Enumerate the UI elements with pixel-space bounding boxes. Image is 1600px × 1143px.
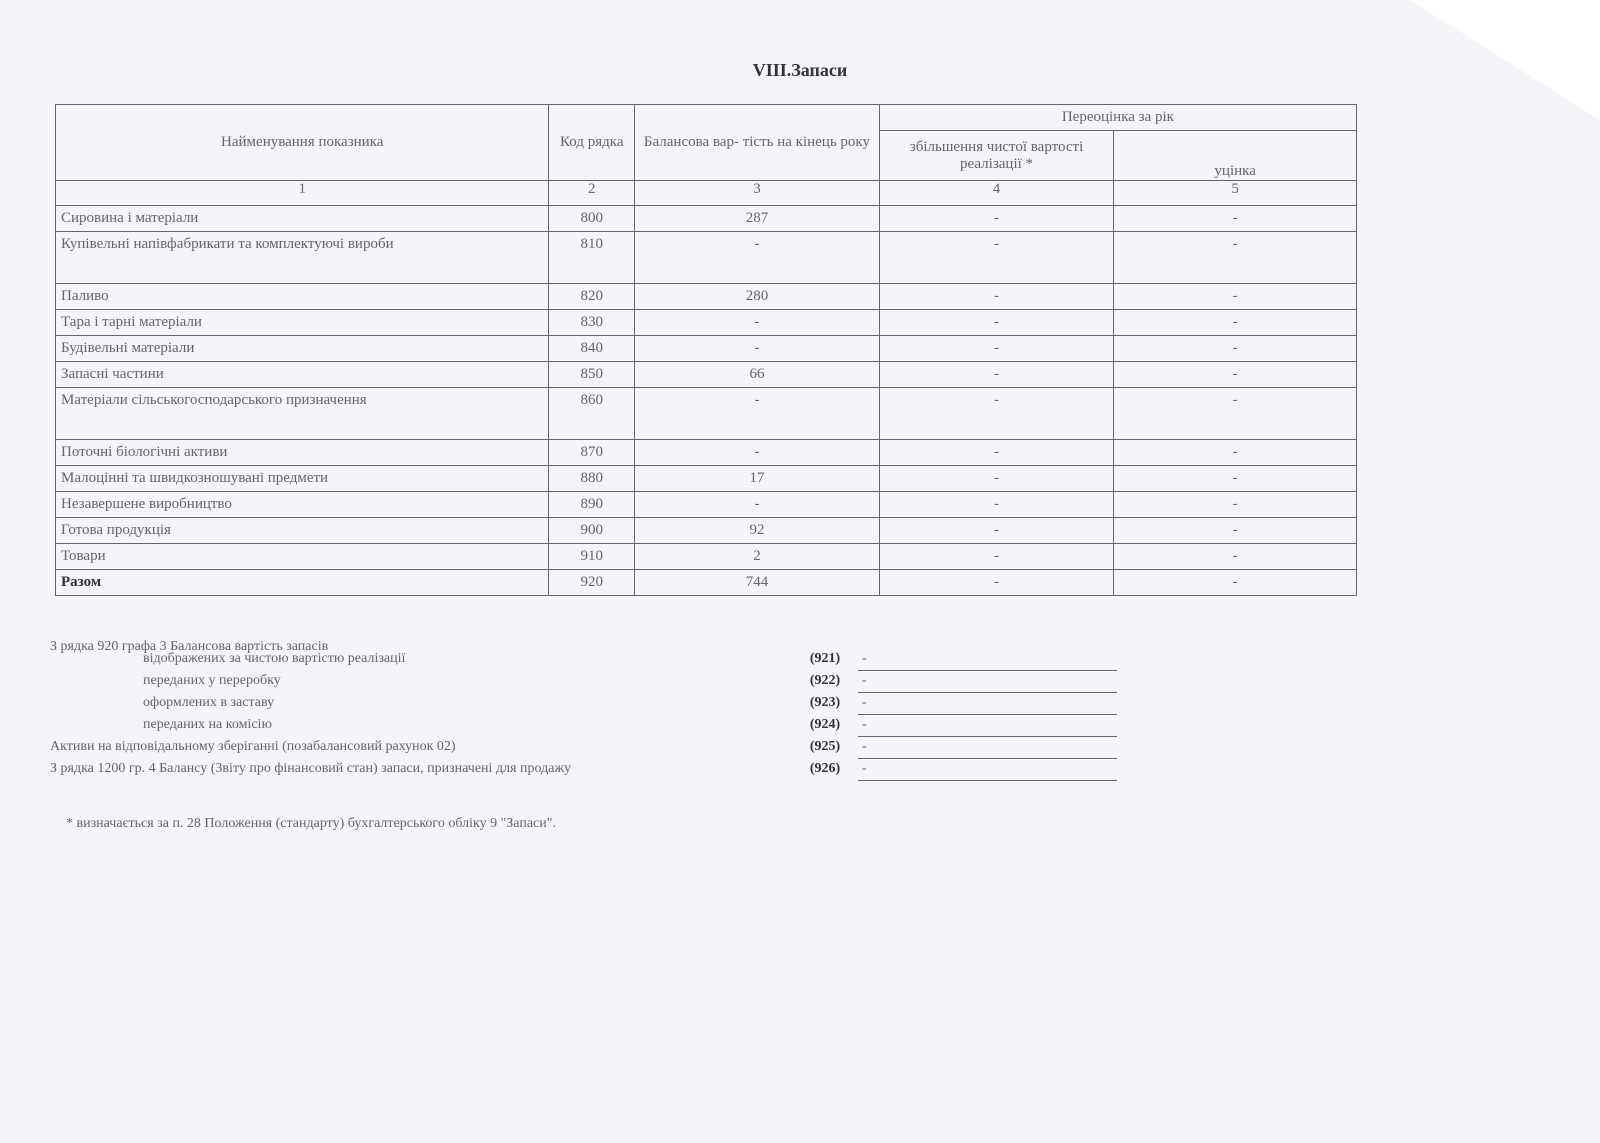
note-code: (923) — [809, 695, 841, 710]
note-code: (924) — [809, 717, 841, 732]
row-balance: 280 — [635, 284, 880, 310]
note-value: - — [858, 758, 1117, 781]
inventory-table — [55, 104, 1357, 596]
row-name: Разом — [56, 570, 549, 596]
row-markdown: - — [1114, 492, 1357, 518]
header-revaluation: Переоцінка за рік — [879, 105, 1356, 131]
row-markdown: - — [1114, 206, 1357, 232]
row-increase: - — [879, 466, 1114, 492]
table-row — [56, 466, 1357, 492]
header-code: Код рядка — [549, 105, 635, 181]
row-code: 840 — [549, 336, 635, 362]
row-code: 880 — [549, 466, 635, 492]
table-row — [56, 206, 1357, 232]
row-increase: - — [879, 284, 1114, 310]
row-balance: 2 — [635, 544, 880, 570]
row-name: Паливо — [56, 284, 549, 310]
row-name: Тара і тарні матеріали — [56, 310, 549, 336]
row-increase: - — [879, 492, 1114, 518]
table-row — [56, 284, 1357, 310]
table-row — [56, 544, 1357, 570]
table-row — [56, 362, 1357, 388]
page-title: VIII.Запаси — [752, 60, 848, 80]
table-row — [56, 440, 1357, 466]
row-code: 850 — [549, 362, 635, 388]
table-row — [56, 336, 1357, 362]
row-increase: - — [879, 570, 1114, 596]
row-code: 920 — [549, 570, 635, 596]
row-markdown: - — [1114, 388, 1357, 440]
row-code: 890 — [549, 492, 635, 518]
row-name: Поточні біологічні активи — [56, 440, 549, 466]
row-markdown: - — [1114, 570, 1357, 596]
row-code: 810 — [549, 232, 635, 284]
row-balance: 17 — [635, 466, 880, 492]
note-label: відображених за чистою вартістю реалізації — [143, 651, 406, 666]
row-name: Сировина і матеріали — [56, 206, 549, 232]
note-value: - — [858, 670, 1117, 693]
row-markdown: - — [1114, 440, 1357, 466]
header-balance: Балансова вар- тість на кінець року — [635, 105, 880, 181]
table-row — [56, 310, 1357, 336]
row-markdown: - — [1114, 362, 1357, 388]
table-row — [56, 388, 1357, 440]
row-balance: 92 — [635, 518, 880, 544]
row-balance: 66 — [635, 362, 880, 388]
row-increase: - — [879, 518, 1114, 544]
row-increase: - — [879, 440, 1114, 466]
note-code: (922) — [809, 673, 841, 688]
table-row — [56, 232, 1357, 284]
row-increase: - — [879, 336, 1114, 362]
row-name: Незавершене виробництво — [56, 492, 549, 518]
col-number: 3 — [635, 181, 880, 206]
row-balance: - — [635, 440, 880, 466]
col-number: 2 — [549, 181, 635, 206]
row-balance: - — [635, 232, 880, 284]
row-code: 870 — [549, 440, 635, 466]
row-markdown: - — [1114, 518, 1357, 544]
row-name: Товари — [56, 544, 549, 570]
row-markdown: - — [1114, 310, 1357, 336]
note-value: - — [858, 736, 1117, 759]
header-increase: збільшення чистої вартості реалізації * — [879, 131, 1114, 181]
table-row — [56, 492, 1357, 518]
header-name: Найменування показника — [56, 105, 549, 181]
row-balance: - — [635, 310, 880, 336]
note-value: - — [858, 648, 1117, 671]
row-balance: 287 — [635, 206, 880, 232]
row-name: Запасні частини — [56, 362, 549, 388]
row-name: Готова продукція — [56, 518, 549, 544]
note-label: оформлених в заставу — [143, 695, 275, 710]
header-markdown: уцінка — [1114, 131, 1357, 181]
row-name: Матеріали сільськогосподарського призначення — [56, 388, 549, 440]
col-number: 4 — [879, 181, 1114, 206]
table-row — [56, 518, 1357, 544]
row-code: 800 — [549, 206, 635, 232]
note-value: - — [858, 714, 1117, 737]
row-code: 830 — [549, 310, 635, 336]
footnote: * визначається за п. 28 Положення (стандарту) бухгалтерського обліку 9 "Запаси". — [66, 816, 556, 831]
note-label: переданих на комісію — [143, 717, 272, 732]
note-code: (925) — [809, 739, 841, 754]
note-label: З рядка 1200 гр. 4 Балансу (Звіту про фінансовий стан) запаси, призначені для продажу — [50, 761, 572, 776]
note-label: Активи на відповідальному зберіганні (позабалансовий рахунок 02) — [50, 739, 456, 754]
row-name: Купівельні напівфабрикати та комплектуючі вироби — [56, 232, 549, 284]
notes-intro: З рядка 920 графа 3 Балансова вартість запасів — [50, 639, 329, 654]
row-increase: - — [879, 232, 1114, 284]
note-code: (921) — [809, 651, 841, 666]
row-balance: - — [635, 336, 880, 362]
note-label: переданих у переробку — [143, 673, 281, 688]
row-code: 860 — [549, 388, 635, 440]
row-code: 910 — [549, 544, 635, 570]
note-code: (926) — [809, 761, 841, 776]
col-number: 1 — [56, 181, 549, 206]
row-name: Малоцінні та швидкозношувані предмети — [56, 466, 549, 492]
row-markdown: - — [1114, 336, 1357, 362]
row-increase: - — [879, 206, 1114, 232]
row-markdown: - — [1114, 284, 1357, 310]
table-row — [56, 570, 1357, 596]
row-balance: 744 — [635, 570, 880, 596]
row-increase: - — [879, 362, 1114, 388]
row-markdown: - — [1114, 466, 1357, 492]
row-markdown: - — [1114, 232, 1357, 284]
row-increase: - — [879, 388, 1114, 440]
row-increase: - — [879, 544, 1114, 570]
row-balance: - — [635, 388, 880, 440]
row-markdown: - — [1114, 544, 1357, 570]
row-name: Будівельні матеріали — [56, 336, 549, 362]
row-balance: - — [635, 492, 880, 518]
col-number: 5 — [1114, 181, 1357, 206]
row-code: 900 — [549, 518, 635, 544]
note-value: - — [858, 692, 1117, 715]
row-code: 820 — [549, 284, 635, 310]
row-increase: - — [879, 310, 1114, 336]
